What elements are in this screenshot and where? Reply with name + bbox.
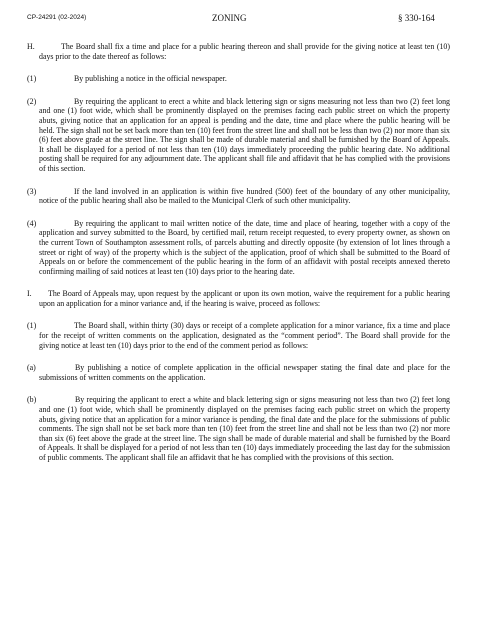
paragraph-text: By publishing a notice in the official newspaper.: [74, 74, 227, 84]
section-number: § 330-164: [398, 13, 435, 23]
paragraph-marker: (4): [27, 218, 37, 228]
paragraph-text: By requiring the applicant to erect a white and black lettering sign or signs measuring not less than two (2) feet long and one (1) foot wide, which shall be prominently displayed on the premises facing each public street on which the property abuts, giving notice that an application for an appeal is pending and the date, time and place where the public hearing will be held. The sign shall not be set back more than ten (10) feet from the street line and shall not be less than two (2) nor more than six (6) feet above grade at the street line. The sign shall be made of durable material and shall be furnished by the Board of Appeals. It shall be displayed for a period of not less than ten (10) days immediately proceeding the public hearing date. No additional posting shall be required for any adjournment date. The applicant shall file and affidavit that he has complied with the provisions of this section.: [39, 96, 450, 173]
paragraph-text: The Board of Appeals may, upon request by the applicant or upon its own motion, waive the requirement for a public hearing upon an application for a minor variance and, if the hearing is waive, proceed as follows:: [39, 289, 450, 308]
paragraph-text: By requiring the applicant to mail written notice of the date, time and place of hearing, together with a copy of the application and survey submitted to the Board, by certified mail, return receipt requested, to every property owner, as shown on the current Town of Southampton assessment rolls, of parcels abutting and directly opposite (by extension of lot lines through a street or right of way) of the property which is the subject of the application, proof of which shall be submitted to the Board of Appeals on or before the commencement of the public hearing in the form of an affidavit with postal receipts annexed thereto confirming mailing of said notices at least ten (10) days prior to the hearing date.: [39, 218, 450, 276]
paragraph-text: The Board shall fix a time and place for a public hearing thereon and shall provide for the giving notice at least ten (10) days prior to the date thereof as follows:: [39, 42, 450, 61]
paragraph-marker: (1): [27, 321, 37, 331]
paragraph-marker: (a): [27, 363, 36, 373]
paragraph-h: [0, 42, 480, 61]
paragraph-marker: (2): [27, 96, 37, 106]
paragraph-i-1-a: [0, 363, 480, 382]
paragraph-text: If the land involved in an application is within five hundred (500) feet of the boundary of any other municipality, notice of the public hearing shall also be mailed to the Municipal Clerk of such other municipality.: [39, 186, 450, 206]
chapter-title: ZONING: [212, 13, 247, 23]
paragraph-marker: (3): [27, 186, 37, 196]
document-body: [0, 42, 480, 476]
page-header: [0, 13, 480, 27]
paragraph-i-1-b: [0, 395, 480, 462]
paragraph-text: By requiring the applicant to erect a white and black lettering sign or signs measuring not less than two (2) feet long and one (1) foot wide, which shall be prominently displayed on the premises facing each public street on which the property abuts, giving notice that an application for a minor variance is pending, the final date and the place for the submissions of public comments. The sign shall not be set back more than ten (10) feet from the street line and shall not be less than two (2) nor more than six (6) feet above the grade at the street line. The sign shall be made of durable material and shall be furnished by the Board of Appeals. It shall be displayed for a period of not less than ten (10) days immediately proceeding the last day for the submission of public comments. The applicant shall file an affidavit that he has complied with the provisions of this section.: [39, 395, 450, 462]
paragraph-marker: (1): [27, 74, 37, 84]
form-code: CP-24291 (02-2024): [27, 14, 87, 21]
paragraph-i: [0, 289, 480, 308]
paragraph-i-1: [0, 321, 480, 350]
paragraph-text: The Board shall, within thirty (30) days or receipt of a complete application for a minor variance, fix a time and place for the receipt of written comments on the application, designated as the “comment period”. The Board shall provide for the giving notice at least ten (10) days prior to the end of the comment period as follows:: [39, 321, 450, 350]
paragraph-h-3: [0, 187, 480, 206]
paragraph-marker: I.: [27, 289, 32, 299]
paragraph-h-4: [0, 219, 480, 277]
paragraph-h-2: [0, 97, 480, 174]
paragraph-marker: H.: [27, 42, 35, 51]
paragraph-h-1: [0, 74, 480, 84]
paragraph-marker: (b): [27, 395, 37, 405]
paragraph-text: By publishing a notice of complete application in the official newspaper stating the final date and place for the submissions of written comments on the application.: [39, 363, 450, 382]
